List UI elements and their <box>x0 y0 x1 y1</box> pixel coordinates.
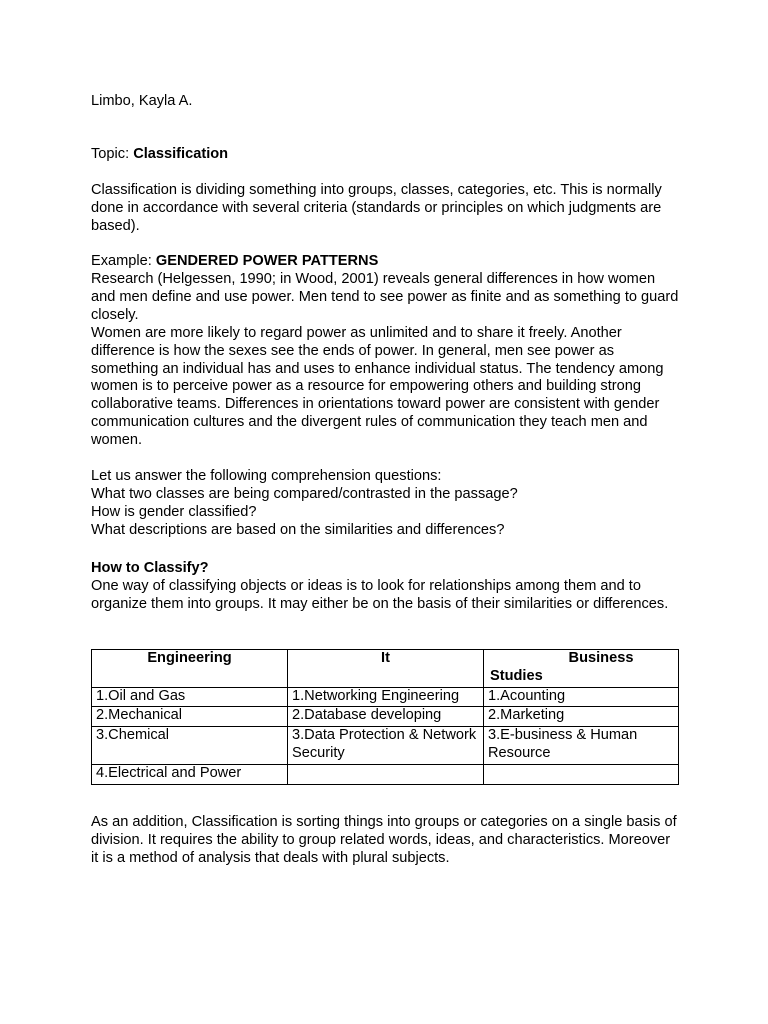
table-row <box>92 687 679 707</box>
header-business-line2: Studies <box>490 667 543 684</box>
how-to-text: One way of classifying objects or ideas is to look for relationships among them and to organize them into groups. It may either be on the basis of their similarities or differences. <box>91 578 669 612</box>
header-it: It <box>288 650 484 688</box>
questions-intro: Let us answer the following comprehension questions: <box>91 468 442 484</box>
table-cell: 4.Electrical and Power <box>92 764 288 784</box>
table-cell: 2.Database developing <box>288 707 484 727</box>
header-engineering <box>92 650 288 688</box>
table-cell: 2.Mechanical <box>92 707 288 727</box>
example-title: GENDERED POWER PATTERNS <box>155 253 379 269</box>
table-cell <box>484 764 679 784</box>
example-paragraph-1: Research (Helgessen, 1990; in Wood, 2001) reveals general differences in how women and men define and use power. Men tend to see power as finite and as something to guard closely. <box>91 271 679 323</box>
table-cell: 2.Marketing <box>484 707 679 727</box>
table-cell: 3.Chemical <box>92 727 288 765</box>
table-cell: 3.E-business & Human Resource <box>484 727 679 765</box>
table-cell: 1.Networking Engineering <box>288 687 484 707</box>
question-1: What two classes are being compared/contrasted in the passage? <box>91 486 518 502</box>
topic-line <box>91 146 681 164</box>
how-to-heading-text: How to Classify? <box>91 560 209 576</box>
how-to-heading <box>91 560 681 578</box>
table-row <box>92 764 679 784</box>
example-line <box>91 253 681 271</box>
header-business-studies <box>484 650 679 688</box>
topic-value: Classification <box>133 146 229 162</box>
table-cell: 3.Data Protection & Network Security <box>288 727 484 765</box>
header-business-line1: Business <box>568 650 634 666</box>
author-name: Limbo, Kayla A. <box>91 93 193 109</box>
question-3: What descriptions are based on the similarities and differences? <box>91 522 505 538</box>
table-row <box>92 707 679 727</box>
classification-table <box>91 649 679 785</box>
table-header-row <box>92 650 679 688</box>
classification-table-wrapper <box>91 649 681 785</box>
table-cell: 1.Oil and Gas <box>92 687 288 707</box>
example-paragraph-2: Women are more likely to regard power as unlimited and to share it freely. Another difference is how the sexes see the ends of power. In general, men see power as something an individual has and uses to enhance individual status. The tendency among women is to perceive power as a resource for empowering others and building strong collaborative teams. Differences in orientations toward power are consistent with gender communication cultures and the divergent rules of communication they teach men and women. <box>91 325 664 448</box>
table-row <box>92 727 679 765</box>
topic-label: Topic: <box>91 146 134 162</box>
table-cell: 1.Acounting <box>484 687 679 707</box>
header-engineering-text: Engineering <box>147 650 232 666</box>
addition-paragraph: As an addition, Classification is sorting things into groups or categories on a single basis of division. It requires the ability to group related words, ideas, and characteristics. Moreover it is a method of analysis that deals with plural subjects. <box>91 814 677 866</box>
table-cell <box>288 764 484 784</box>
example-label: Example: <box>91 253 156 269</box>
question-2: How is gender classified? <box>91 504 257 520</box>
definition-paragraph: Classification is dividing something into groups, classes, categories, etc. This is normally done in accordance with several criteria (standards or principles on which judgments are based). <box>91 182 662 234</box>
